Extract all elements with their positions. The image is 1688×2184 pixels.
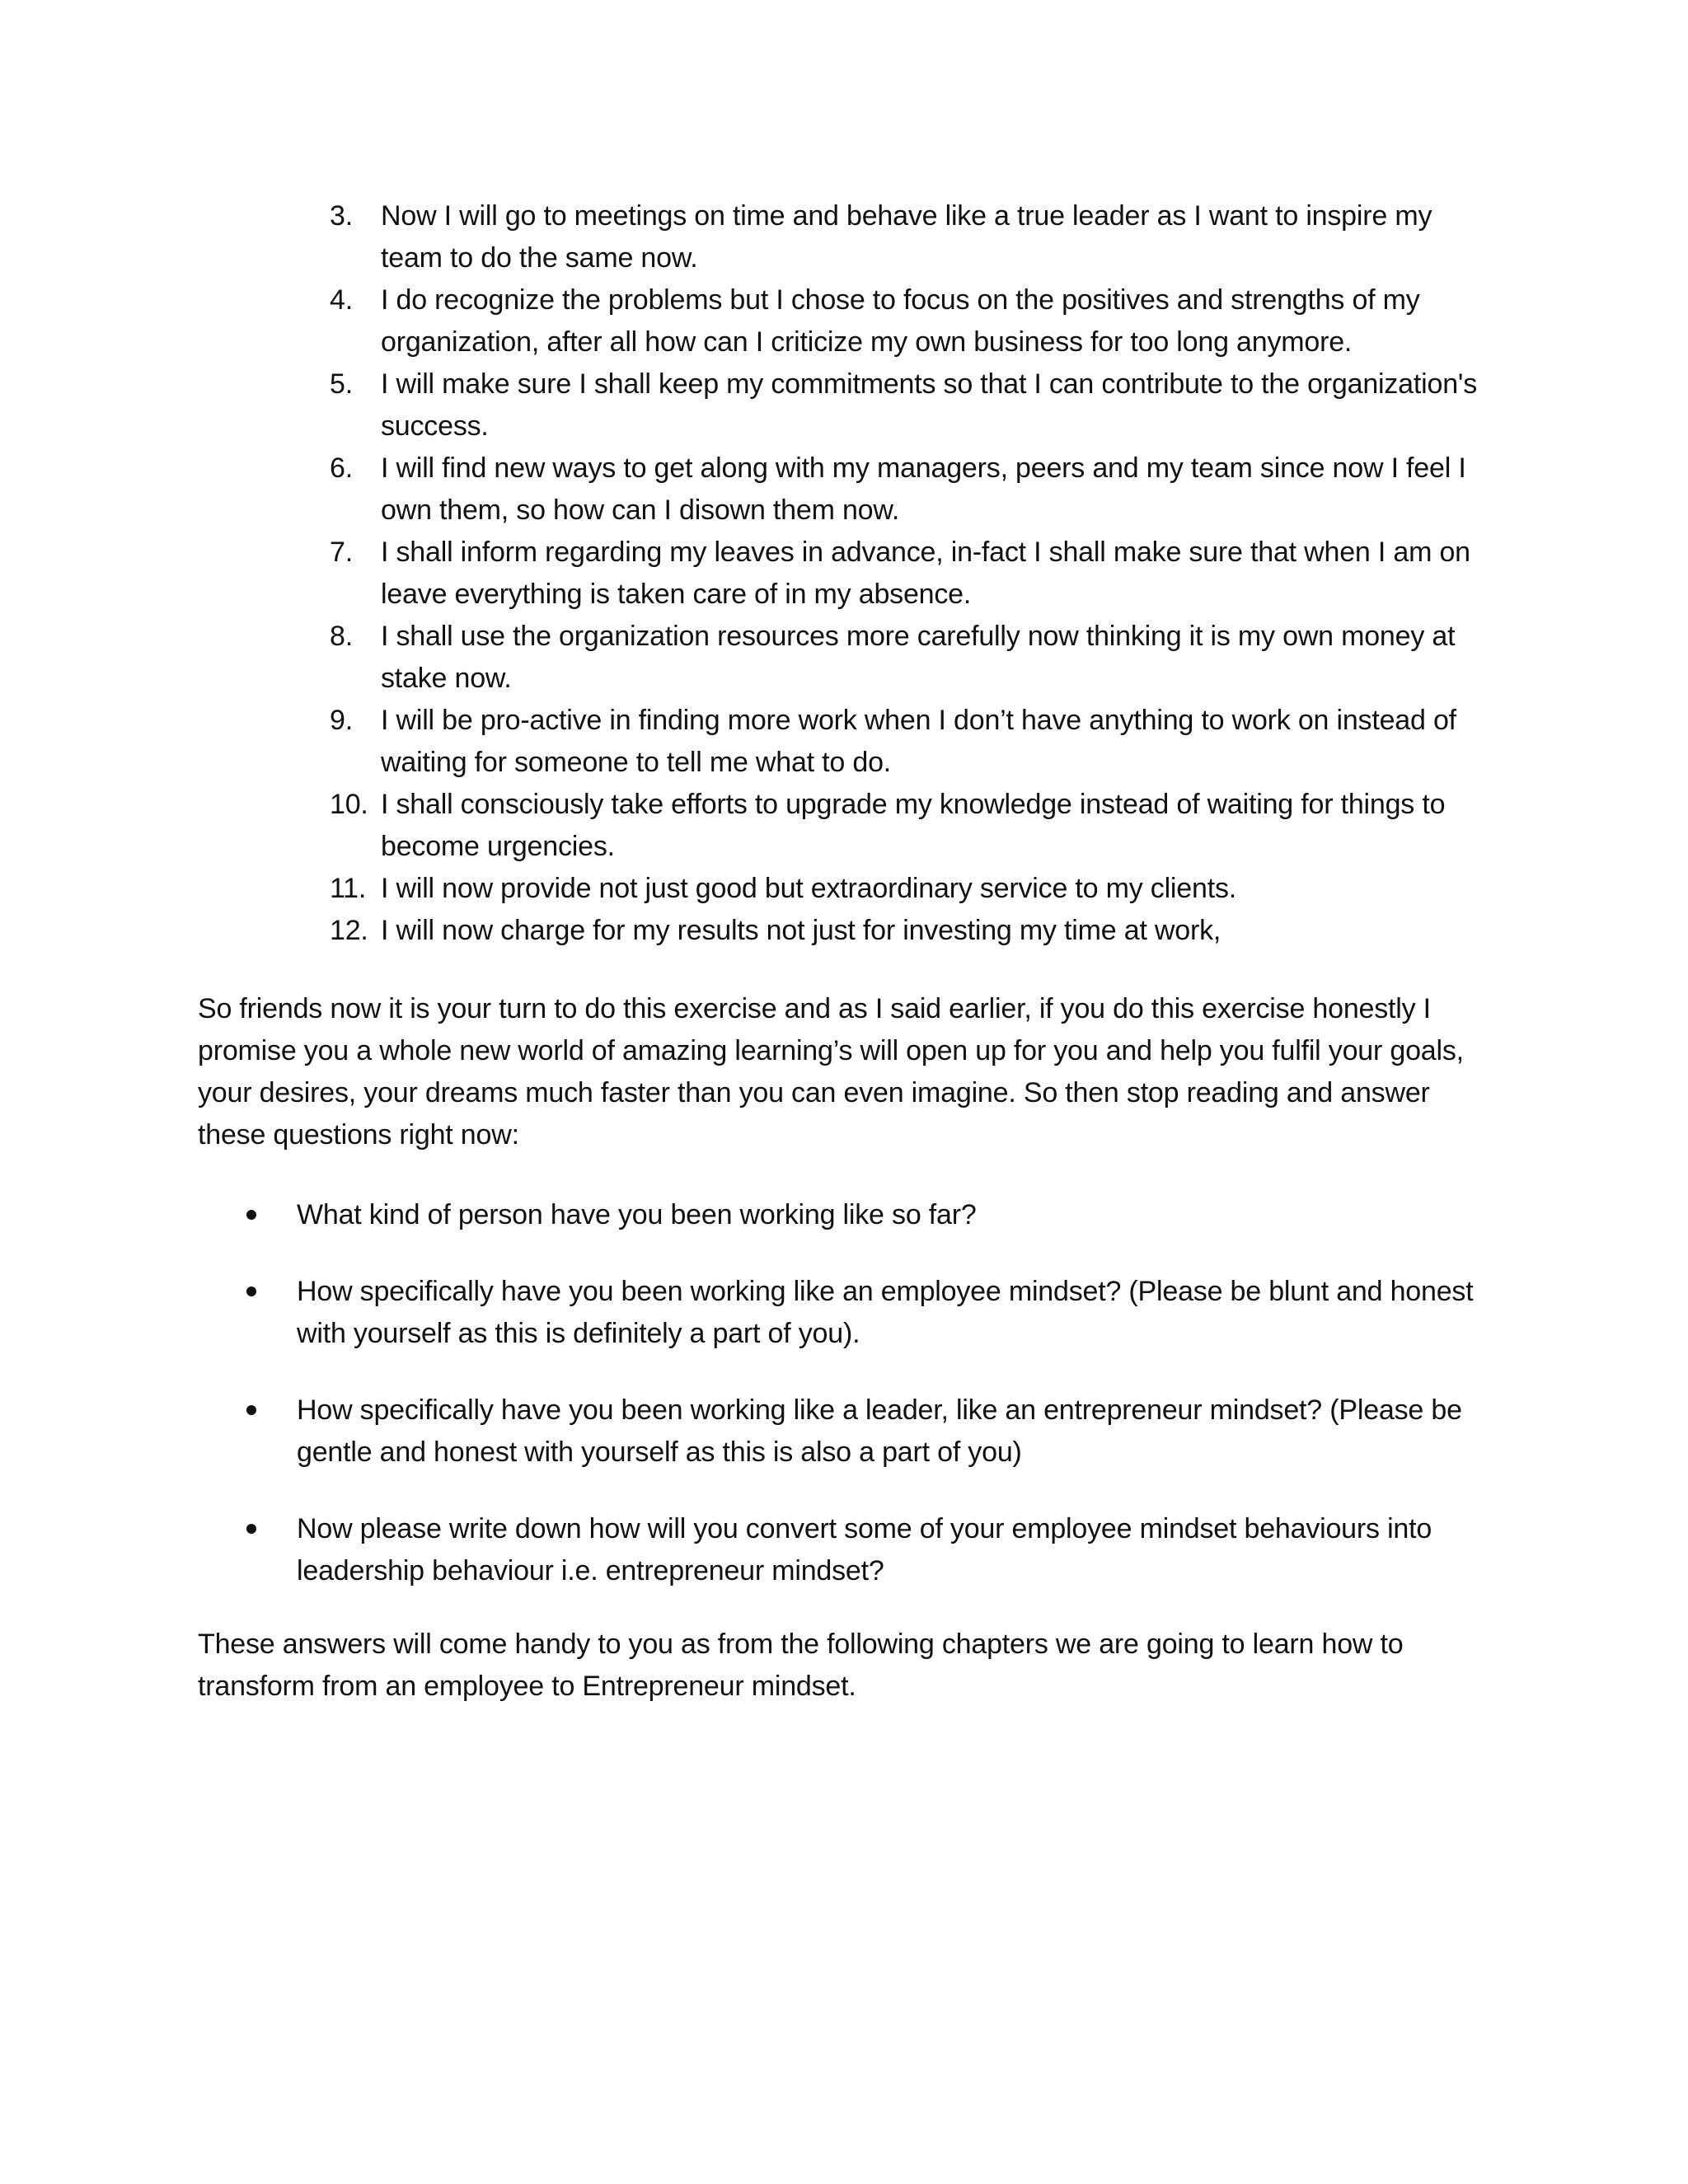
bullet-item-text: How specifically have you been working like an employee mindset? (Please be blunt and honest with yourself as this is definitely a part of you). xyxy=(297,1276,1474,1349)
list-number: 11. xyxy=(330,873,367,904)
list-number: 3. xyxy=(330,200,353,232)
list-item xyxy=(0,363,1485,448)
list-number: 12. xyxy=(330,915,368,946)
list-item-text: I shall inform regarding my leaves in advance, in-fact I shall make sure that when I am on leave everything is taken care of in my absence. xyxy=(381,537,1470,610)
list-number: 9. xyxy=(330,705,353,736)
list-item-text: I will be pro-active in finding more work when I don’t have anything to work on instead of waiting for someone to tell me what to do. xyxy=(381,705,1456,778)
bullet-dot-icon xyxy=(246,1524,256,1534)
bullet-item-text: How specifically have you been working like a leader, like an entrepreneur mindset? (Please be gentle and honest with yourself as this is also a part of you) xyxy=(297,1394,1462,1468)
list-item-text: I shall use the organization resources more carefully now thinking it is my own money at stake now. xyxy=(381,621,1456,694)
list-item xyxy=(0,279,1485,363)
list-number: 5. xyxy=(330,368,353,400)
list-item xyxy=(0,910,1485,952)
list-item-text: I will make sure I shall keep my commitments so that I can contribute to the organization's success. xyxy=(381,368,1477,442)
list-item-text: Now I will go to meetings on time and behave like a true leader as I want to inspire my team to do the same now. xyxy=(381,200,1432,274)
bullet-item xyxy=(0,1508,1475,1592)
bullet-dot-icon xyxy=(246,1210,256,1220)
list-item xyxy=(0,700,1485,784)
bullet-dot-icon xyxy=(246,1405,256,1415)
list-number: 4. xyxy=(330,284,353,316)
list-item xyxy=(0,532,1485,616)
bullet-item-text: Now please write down how will you convert some of your employee mindset behaviours into leadership behaviour i.e. entrepreneur mindset? xyxy=(297,1513,1432,1586)
list-item-text: I do recognize the problems but I chose to focus on the positives and strengths of my organization, after all how can I criticize my own business for too long anymore. xyxy=(381,284,1420,358)
list-item-text: I will find new ways to get along with my managers, peers and my team since now I feel I own them, so how can I disown them now. xyxy=(381,452,1466,526)
list-number: 10. xyxy=(330,789,368,820)
question-bullet-list xyxy=(0,1194,1688,1627)
list-item-text: I will now charge for my results not just for investing my time at work, xyxy=(381,915,1221,946)
numbered-list xyxy=(0,195,1688,952)
list-number: 8. xyxy=(330,621,353,652)
bullet-item xyxy=(0,1194,1475,1236)
bullet-item xyxy=(0,1271,1475,1355)
list-item xyxy=(0,868,1485,910)
closing-paragraph: These answers will come handy to you as from the following chapters we are going to learn how to transform from an employee to Entrepreneur mindset. xyxy=(198,1629,1404,1702)
intro-paragraph: So friends now it is your turn to do this exercise and as I said earlier, if you do this exercise honestly I promise you a whole new world of amazing learning’s will open up for you and help you fulfil your goals, your desires, your dreams much faster than you can even imagine. So then stop reading and answer these questions right now: xyxy=(198,993,1464,1151)
list-item xyxy=(0,616,1485,700)
list-number: 7. xyxy=(330,537,353,568)
list-number: 6. xyxy=(330,452,353,484)
list-item-text: I will now provide not just good but extraordinary service to my clients. xyxy=(381,873,1236,904)
bullet-dot-icon xyxy=(246,1286,256,1296)
bullet-item-text: What kind of person have you been working like so far? xyxy=(297,1199,977,1230)
list-item xyxy=(0,784,1485,868)
list-item xyxy=(0,195,1485,279)
bullet-item xyxy=(0,1390,1475,1474)
list-item xyxy=(0,448,1485,532)
list-item-text: I shall consciously take efforts to upgrade my knowledge instead of waiting for things to become urgencies. xyxy=(381,789,1446,862)
